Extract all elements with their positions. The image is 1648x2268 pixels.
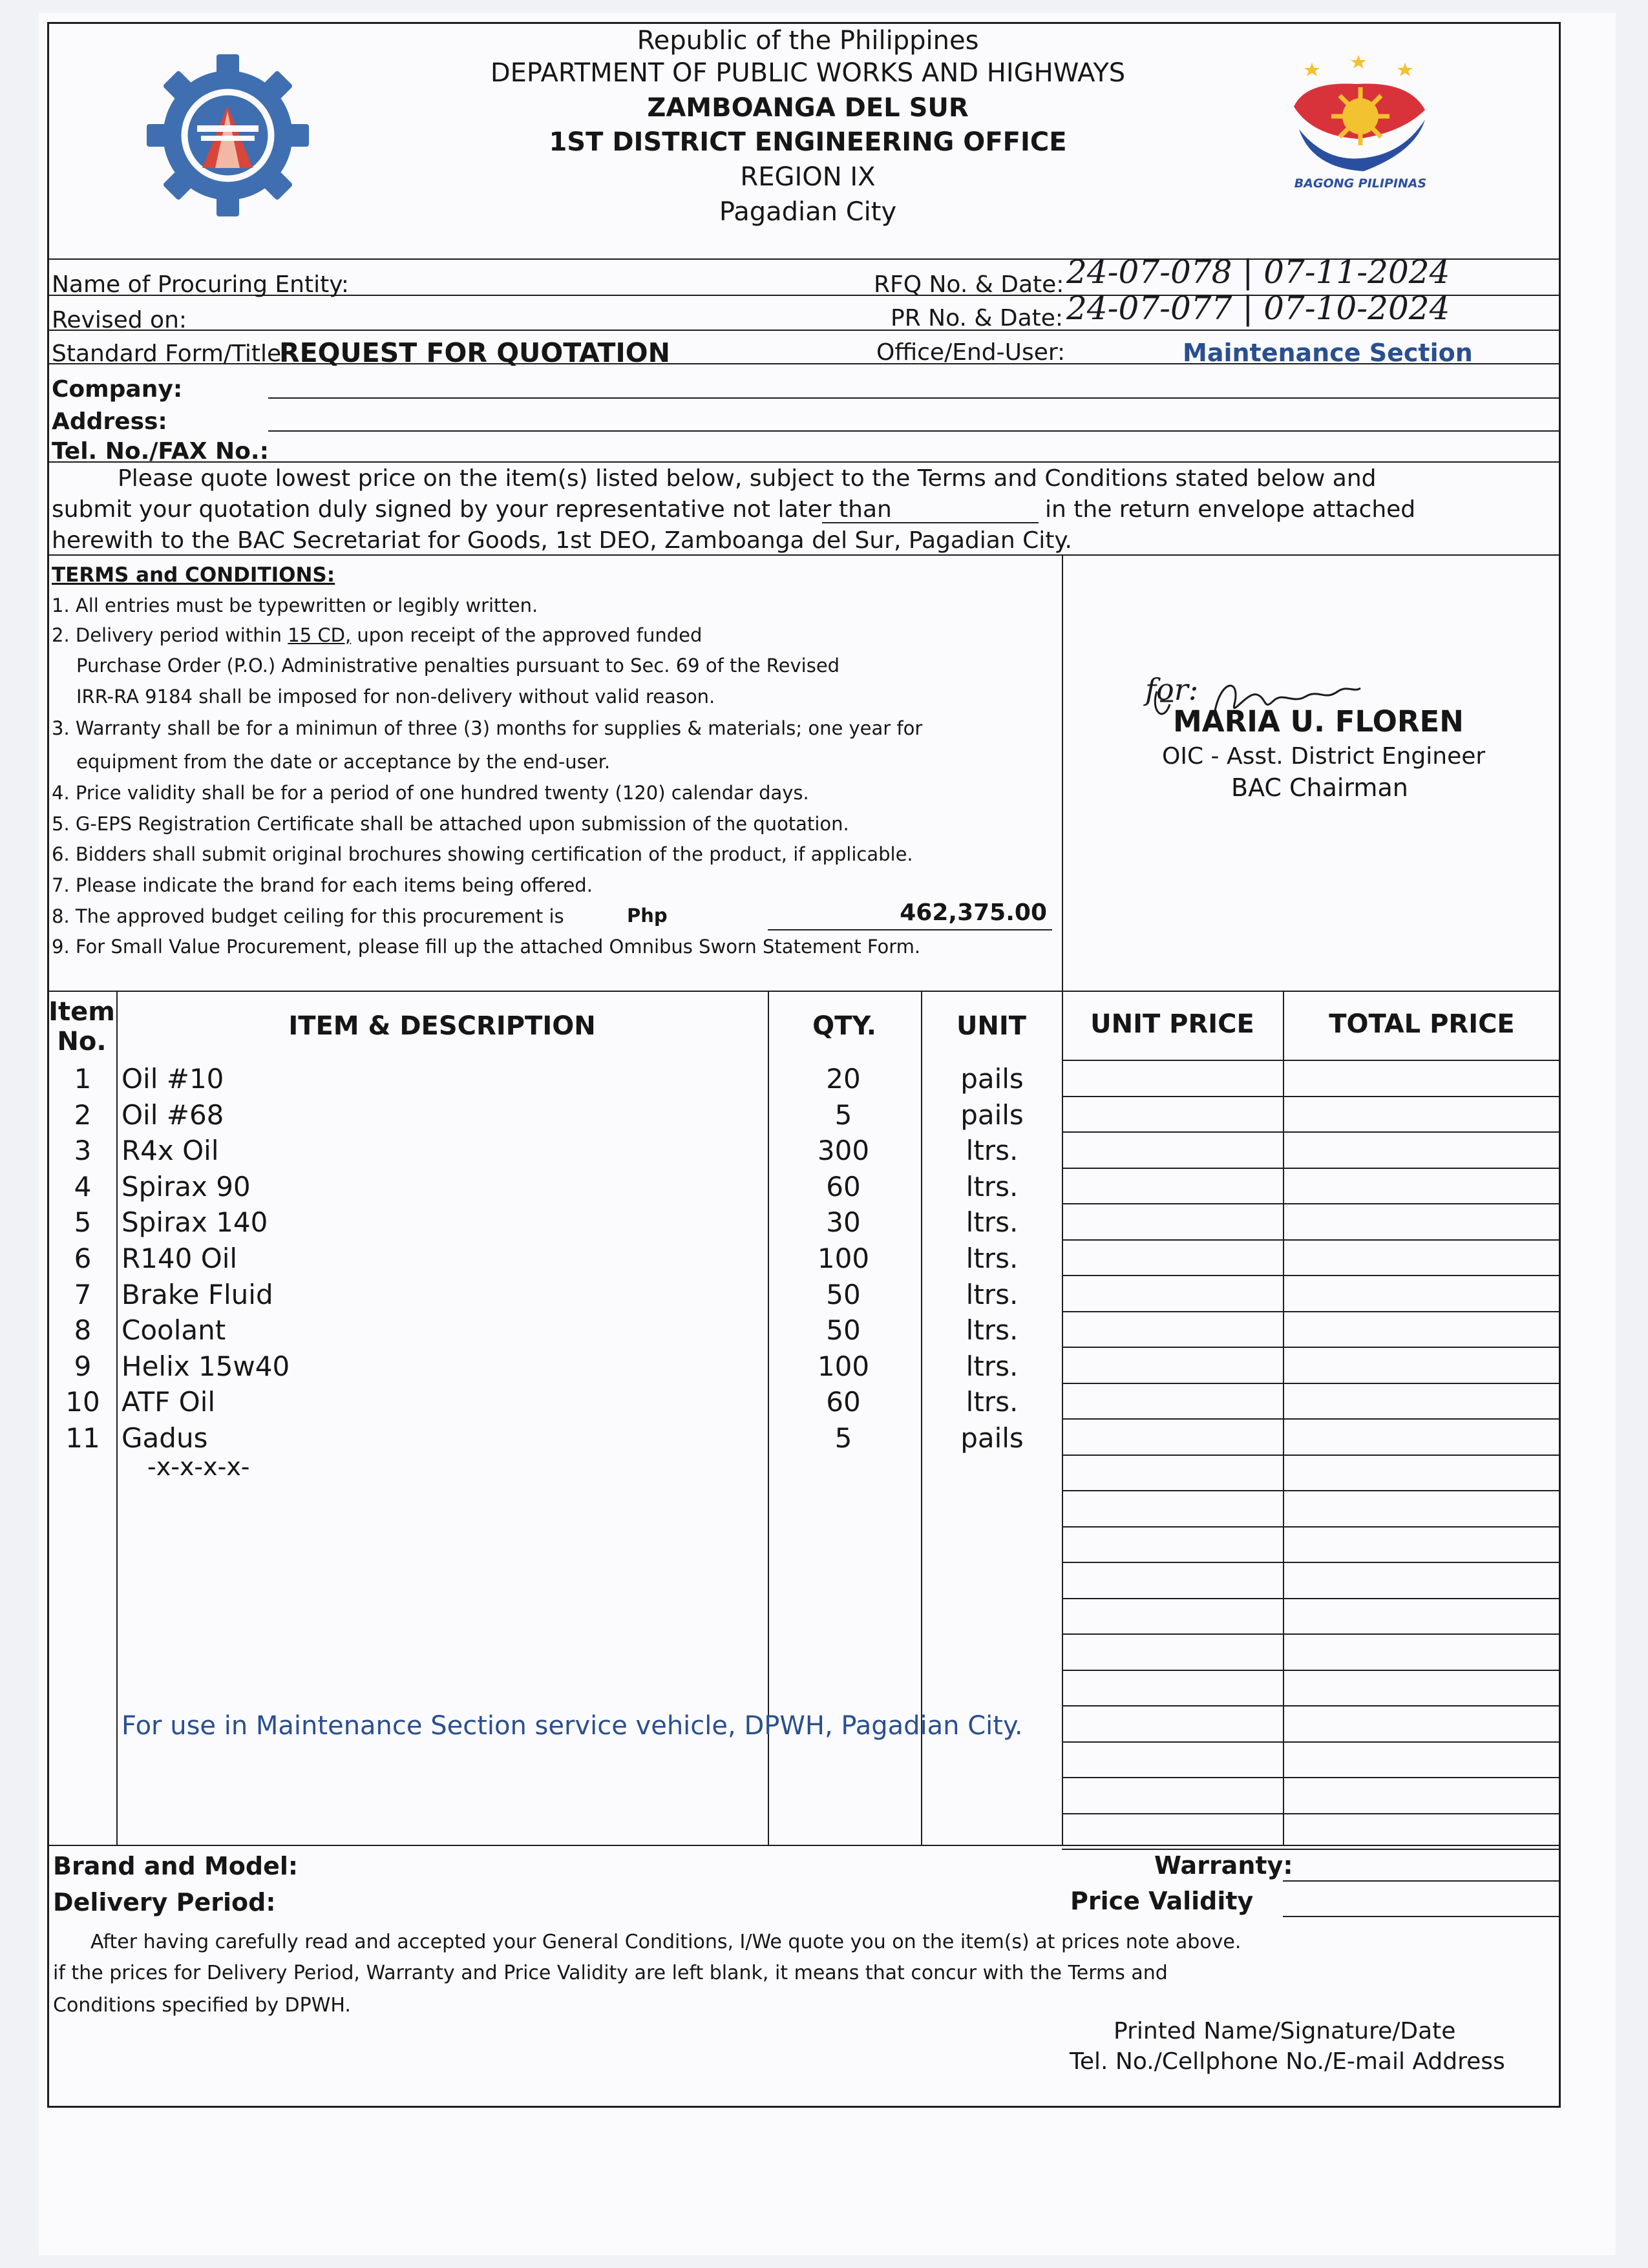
term-4: 4. Price validity shall be for a period of one hundred twenty (120) calendar days. <box>52 782 809 804</box>
item-no: 5 <box>74 1206 92 1238</box>
term-9: 9. For Small Value Procurement, please fill up the attached Omnibus Sworn Statement Form. <box>52 936 921 958</box>
bagong-pilipinas-text: BAGONG PILIPINAS <box>1294 176 1427 191</box>
item-no: 7 <box>74 1279 92 1310</box>
unit-price-cell[interactable] <box>1063 1204 1282 1238</box>
unit-price-cell[interactable] <box>1063 1133 1282 1166</box>
item-description: Oil #68 <box>121 1099 224 1131</box>
item-unit: ltrs. <box>966 1171 1019 1202</box>
unit-price-cell[interactable] <box>1063 1706 1282 1740</box>
tel-fax-label: Tel. No./FAX No.: <box>52 438 269 465</box>
unit-price-cell[interactable] <box>1063 1599 1282 1633</box>
budget-currency: Php <box>627 905 668 927</box>
footer-para-3: Conditions specified by DPWH. <box>53 1994 351 2017</box>
header-unit: UNIT <box>956 1011 1027 1041</box>
instruction-line-2b: in the return envelope attached <box>1045 496 1416 523</box>
item-unit: ltrs. <box>966 1206 1019 1238</box>
unit-price-cell[interactable] <box>1063 1814 1282 1848</box>
unit-price-cell[interactable] <box>1063 1312 1282 1346</box>
item-no: 11 <box>65 1422 100 1454</box>
term-1: 1. All entries must be typewritten or legibly written. <box>52 594 538 616</box>
item-qty: 60 <box>826 1171 861 1202</box>
total-price-cell[interactable] <box>1284 1563 1559 1597</box>
header-republic: Republic of the Philippines <box>637 26 979 56</box>
signatory-for: for: <box>1145 672 1199 707</box>
budget-amount: 462,375.00 <box>900 899 1047 926</box>
unit-price-cell[interactable] <box>1063 1241 1282 1274</box>
revised-on-label: Revised on: <box>52 307 187 333</box>
purpose-note: For use in Maintenance Section service vehicle, DPWH, Pagadian City. <box>121 1711 1023 1741</box>
rfq-no-date-value[interactable]: 24-07-078 | 07-11-2024 <box>1066 253 1450 291</box>
unit-price-cell[interactable] <box>1063 1097 1282 1131</box>
item-no: 6 <box>74 1243 92 1274</box>
office-end-user-label: Office/End-User: <box>876 339 1066 366</box>
pr-no-label: PR No. & Date: <box>891 305 1064 331</box>
item-qty: 50 <box>826 1314 861 1346</box>
instruction-line-3: herewith to the BAC Secretariat for Goods, 1st DEO, Zamboanga del Sur, Pagadian City. <box>52 527 1072 554</box>
total-price-cell[interactable] <box>1284 1169 1559 1202</box>
item-qty: 5 <box>834 1099 852 1131</box>
unit-price-cell[interactable] <box>1063 1169 1282 1202</box>
item-no: 2 <box>74 1099 92 1131</box>
item-unit: ltrs. <box>966 1243 1019 1274</box>
header-item-no-line2: No. <box>57 1027 107 1056</box>
item-qty: 50 <box>826 1279 861 1310</box>
footer-para-2: if the prices for Delivery Period, Warranty and Price Validity are left blank, it means that concur with the Terms and <box>53 1962 1168 1984</box>
item-no: 9 <box>74 1350 92 1382</box>
address-label: Address: <box>52 408 167 435</box>
signatory-title: OIC - Asst. District Engineer <box>1162 743 1486 770</box>
rfq-no-label: RFQ No. & Date: <box>874 271 1064 298</box>
total-price-cell[interactable] <box>1284 1384 1559 1418</box>
warranty-blank[interactable] <box>1283 1880 1561 1882</box>
signatory-role: BAC Chairman <box>1231 773 1408 802</box>
total-price-cell[interactable] <box>1284 1671 1559 1705</box>
standard-form-label: Standard Form/Title: <box>52 341 290 367</box>
unit-price-cell[interactable] <box>1063 1276 1282 1310</box>
total-price-cell[interactable] <box>1284 1312 1559 1346</box>
instruction-line-2a: submit your quotation duly signed by your representative not later than <box>52 496 892 523</box>
item-no: 8 <box>74 1314 92 1346</box>
price-validity-blank[interactable] <box>1283 1916 1561 1917</box>
item-description: Gadus <box>121 1422 208 1454</box>
term-7: 7. Please indicate the brand for each items being offered. <box>52 874 593 896</box>
unit-price-cell[interactable] <box>1063 1743 1282 1776</box>
price-grid-line <box>1062 1849 1561 1850</box>
delivery-period-label: Delivery Period: <box>53 1888 276 1916</box>
item-no: 3 <box>74 1135 92 1166</box>
item-qty: 20 <box>826 1063 861 1095</box>
unit-price-cell[interactable] <box>1063 1420 1282 1453</box>
total-price-cell[interactable] <box>1284 1456 1559 1489</box>
total-price-cell[interactable] <box>1284 1599 1559 1633</box>
header-province: ZAMBOANGA DEL SUR <box>647 93 969 123</box>
item-description: Coolant <box>121 1314 226 1346</box>
header-item-no-line1: Item <box>48 997 115 1027</box>
item-description: Helix 15w40 <box>121 1350 290 1382</box>
unit-price-cell[interactable] <box>1063 1491 1282 1525</box>
item-unit: ltrs. <box>966 1135 1019 1166</box>
header-department: DEPARTMENT OF PUBLIC WORKS AND HIGHWAYS <box>490 58 1126 88</box>
unit-price-cell[interactable] <box>1063 1563 1282 1597</box>
total-price-cell[interactable] <box>1284 1420 1559 1453</box>
total-price-cell[interactable] <box>1284 1491 1559 1525</box>
signature-caption-1: Printed Name/Signature/Date <box>1114 2018 1456 2044</box>
term-5: 5. G-EPS Registration Certificate shall be attached upon submission of the quotation. <box>52 813 849 835</box>
header-unit-price: UNIT PRICE <box>1090 1009 1254 1039</box>
item-unit: ltrs. <box>966 1386 1019 1418</box>
total-price-cell[interactable] <box>1284 1133 1559 1166</box>
term-2b: Purchase Order (P.O.) Administrative penalties pursuant to Sec. 69 of the Revised <box>76 655 840 677</box>
unit-price-cell[interactable] <box>1063 1671 1282 1705</box>
item-no: 1 <box>74 1063 92 1095</box>
item-unit: pails <box>960 1099 1024 1131</box>
office-end-user-value: Maintenance Section <box>1183 339 1473 367</box>
total-price-cell[interactable] <box>1284 1814 1559 1848</box>
item-description: Spirax 90 <box>121 1171 251 1202</box>
total-price-cell[interactable] <box>1284 1778 1559 1812</box>
item-description: R4x Oil <box>121 1135 219 1166</box>
term-3a: 3. Warranty shall be for a minimun of three (3) months for supplies & materials; one year for <box>52 717 923 739</box>
brand-model-label: Brand and Model: <box>53 1852 299 1880</box>
total-price-cell[interactable] <box>1284 1635 1559 1668</box>
total-price-cell[interactable] <box>1284 1061 1559 1095</box>
warranty-label: Warranty: <box>1154 1851 1293 1880</box>
item-description: Spirax 140 <box>121 1206 268 1238</box>
total-price-cell[interactable] <box>1284 1097 1559 1131</box>
end-marker: -x-x-x-x- <box>147 1453 250 1481</box>
price-validity-label: Price Validity <box>1070 1887 1254 1915</box>
item-unit: pails <box>960 1063 1024 1095</box>
header-district-office: 1ST DISTRICT ENGINEERING OFFICE <box>549 127 1067 157</box>
item-unit: ltrs. <box>966 1279 1019 1310</box>
deadline-blank[interactable] <box>822 522 1039 523</box>
item-qty: 100 <box>817 1350 870 1382</box>
item-qty: 300 <box>817 1135 870 1166</box>
item-description: ATF Oil <box>121 1386 216 1418</box>
term-8: 8. The approved budget ceiling for this procurement is <box>52 905 564 927</box>
item-no: 4 <box>74 1171 92 1202</box>
unit-price-cell[interactable] <box>1063 1528 1282 1561</box>
instruction-line-1: Please quote lowest price on the item(s) listed below, subject to the Terms and Conditions stated below and <box>118 465 1377 492</box>
header-region: REGION IX <box>740 162 876 192</box>
item-qty: 5 <box>834 1422 852 1454</box>
item-unit: ltrs. <box>966 1350 1019 1382</box>
item-no: 10 <box>65 1386 100 1418</box>
item-description: Brake Fluid <box>121 1279 273 1310</box>
header-qty: QTY. <box>812 1011 876 1041</box>
term-2a: 2. Delivery period within 15 CD, upon receipt of the approved funded <box>52 624 703 646</box>
term-2c: IRR-RA 9184 shall be imposed for non-delivery without valid reason. <box>76 686 715 708</box>
term-6: 6. Bidders shall submit original brochures showing certification of the product, if applicable. <box>52 843 913 865</box>
total-price-cell[interactable] <box>1284 1241 1559 1274</box>
total-price-cell[interactable] <box>1284 1204 1559 1238</box>
pr-no-date-value[interactable]: 24-07-077 | 07-10-2024 <box>1066 289 1450 327</box>
item-qty: 60 <box>826 1386 861 1418</box>
header-city: Pagadian City <box>719 197 897 227</box>
unit-price-cell[interactable] <box>1063 1384 1282 1418</box>
unit-price-cell[interactable] <box>1063 1348 1282 1381</box>
signature-caption-2: Tel. No./Cellphone No./E-mail Address <box>1070 2048 1505 2075</box>
form-title: REQUEST FOR QUOTATION <box>279 337 670 368</box>
item-unit: pails <box>960 1422 1024 1454</box>
header-total-price: TOTAL PRICE <box>1329 1009 1515 1039</box>
item-qty: 30 <box>826 1206 861 1238</box>
header-item-no <box>47 997 116 1056</box>
item-unit: ltrs. <box>966 1314 1019 1346</box>
unit-price-cell[interactable] <box>1063 1635 1282 1668</box>
item-description: Oil #10 <box>121 1063 224 1095</box>
unit-price-cell[interactable] <box>1063 1061 1282 1095</box>
total-price-cell[interactable] <box>1284 1706 1559 1740</box>
item-description: R140 Oil <box>121 1243 238 1274</box>
unit-price-cell[interactable] <box>1063 1778 1282 1812</box>
item-qty: 100 <box>817 1243 870 1274</box>
total-price-cell[interactable] <box>1284 1528 1559 1561</box>
unit-price-cell[interactable] <box>1063 1456 1282 1489</box>
signatory-name: MARIA U. FLOREN <box>1173 704 1464 739</box>
terms-heading: TERMS and CONDITIONS: <box>52 563 335 587</box>
header-description: ITEM & DESCRIPTION <box>288 1011 596 1041</box>
total-price-cell[interactable] <box>1284 1348 1559 1381</box>
footer-para-1: After having carefully read and accepted your General Conditions, I/We quote you on the item(s) at prices note above. <box>90 1931 1241 1953</box>
term-3b: equipment from the date or acceptance by the end-user. <box>76 751 611 773</box>
company-label: Company: <box>52 376 183 403</box>
total-price-cell[interactable] <box>1284 1276 1559 1310</box>
procuring-entity-label: Name of Procuring Entity: <box>52 271 350 298</box>
total-price-cell[interactable] <box>1284 1743 1559 1776</box>
